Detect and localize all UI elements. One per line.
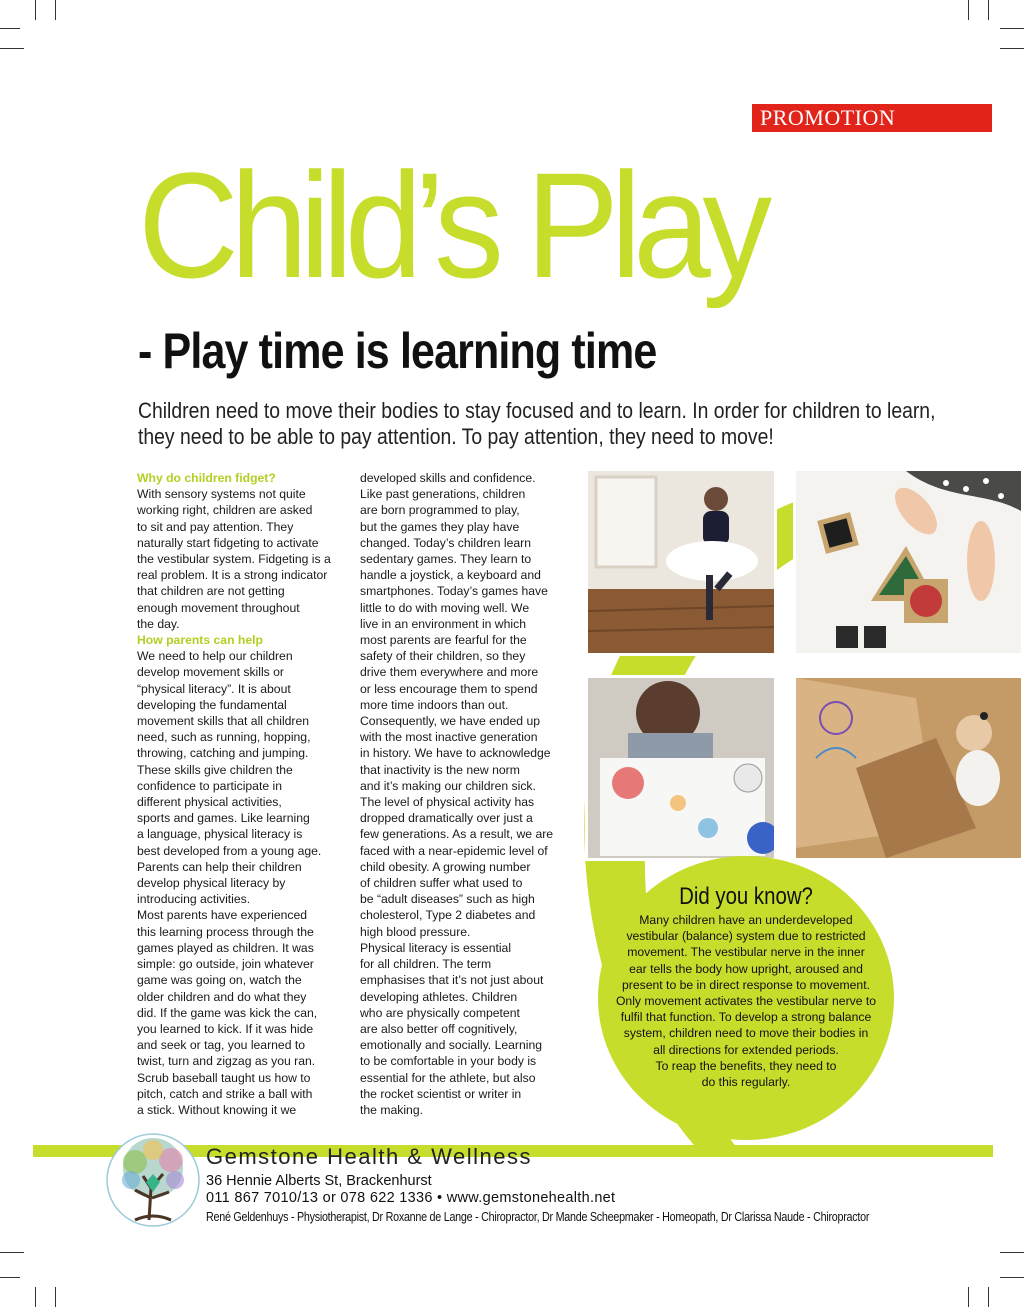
text-line: The level of physical activity has: [360, 795, 535, 810]
text-line: are born programmed to play,: [360, 503, 520, 518]
text-line: developed skills and confidence.: [360, 471, 536, 485]
text-line: “physical literacy”. It is about: [137, 681, 291, 696]
did-you-know-title: Did you know?: [679, 883, 813, 910]
staff-list: René Geldenhuys - Physiotherapist, Dr Roxanne de Lange - Chiropractor, Dr Mande Scheepmaker - Homeopath, Dr Clarissa Naude - Chiropractor: [206, 1210, 870, 1224]
photo-girl-dancing: [585, 468, 777, 656]
section-heading: Why do children fidget?: [137, 471, 276, 485]
text-line: To reap the benefits, they need to: [655, 1058, 837, 1073]
promotion-badge: PROMOTION: [752, 104, 992, 132]
text-line: to be comfortable in your body is: [360, 1054, 537, 1069]
text-line: or less encourage them to spend: [360, 681, 538, 696]
text-line: games played as children. It was: [137, 940, 314, 955]
text-line: that children are not getting: [137, 584, 285, 599]
crop-mark: [1000, 1252, 1024, 1253]
did-you-know-box: [600, 884, 892, 1090]
text-line: with the most inactive generation: [360, 730, 538, 745]
text-line: Only movement activates the vestibular nerve to: [615, 994, 877, 1009]
section-paragraph: [137, 486, 352, 632]
crop-mark: [1000, 48, 1024, 49]
text-line: ear tells the body how upright, aroused and: [629, 961, 863, 976]
text-line: did. If the game was kick the can,: [137, 1005, 318, 1020]
text-line: safety of their children, so they: [360, 649, 526, 664]
text-line: working right, children are asked: [137, 503, 313, 518]
text-line: live in an environment in which: [360, 616, 526, 631]
text-line: develop movement skills or: [137, 665, 284, 680]
text-line: emotionally and socially. Learning: [360, 1038, 543, 1053]
text-line: throwing, catching and jumping.: [137, 746, 309, 761]
text-line: this learning process through the: [137, 924, 314, 939]
text-line: Consequently, we have ended up: [360, 714, 541, 729]
text-line: movement. The vestibular nerve in the inner: [627, 945, 865, 960]
text-line: enough movement throughout: [137, 600, 300, 615]
text-line: Many children have an underdeveloped: [639, 913, 853, 927]
text-line: We need to help our children: [137, 649, 293, 664]
text-line: who are physically competent: [360, 1005, 520, 1020]
text-line: essential for the athlete, but also: [360, 1070, 536, 1085]
text-line: the making.: [360, 1102, 424, 1117]
text-line: need, such as running, hopping,: [137, 730, 311, 745]
text-line: system, children need to move their bodies in: [623, 1026, 869, 1041]
text-line: sedentary games. They learn to: [360, 552, 532, 567]
text-line: smartphones. Today’s games have: [360, 584, 548, 599]
crop-mark: [35, 1287, 36, 1307]
text-line: high blood pressure.: [360, 924, 471, 939]
tree-logo-icon: [105, 1132, 201, 1228]
text-line: few generations. As a result, we are: [360, 827, 554, 842]
text-line: developing the fundamental: [137, 697, 287, 712]
text-line: cholesterol, Type 2 diabetes and: [360, 908, 536, 923]
text-line: most parents are fearful for the: [360, 633, 527, 648]
text-line: changed. Today’s children learn: [360, 535, 531, 550]
text-line: emphasises that it’s not just about: [360, 973, 544, 988]
text-line: do this regularly.: [701, 1075, 791, 1090]
photo-painting-table: [585, 675, 777, 861]
photo-stamp-blocks: [793, 468, 1024, 656]
text-line: fulfil that function. To develop a strong balance: [620, 1010, 872, 1025]
text-line: dropped dramatically over just a: [360, 811, 533, 826]
crop-mark: [968, 0, 969, 20]
text-line: you learned to kick. If it was hide: [137, 1021, 314, 1036]
page-title: Child’s Play: [138, 141, 764, 309]
text-line: Like past generations, children: [360, 487, 526, 502]
crop-mark: [1000, 28, 1024, 29]
text-line: all directions for extended periods.: [653, 1042, 839, 1057]
text-line: twist, turn and zigzag as you ran.: [137, 1054, 316, 1069]
text-line: Scrub baseball taught us how to: [137, 1070, 311, 1085]
crop-mark: [0, 28, 20, 29]
text-line: vestibular (balance) system due to restricted: [626, 929, 866, 944]
text-line: Parents can help their children: [137, 859, 302, 874]
crop-mark: [0, 1277, 20, 1278]
text-line: handle a joystick, a keyboard and: [360, 568, 541, 583]
intro-paragraph: [138, 398, 936, 450]
text-line: faced with a near-epidemic level of: [360, 843, 548, 858]
photo-cardboard-box: [793, 675, 1024, 861]
text-line: confidence to participate in: [137, 778, 282, 793]
text-line: best developed from a young age.: [137, 843, 322, 858]
text-line: and seek or tag, you learned to: [137, 1038, 306, 1053]
text-line: that inactivity is the new norm: [360, 762, 520, 777]
text-line: With sensory systems not quite: [137, 487, 306, 502]
text-line: for all children. The term: [360, 957, 492, 972]
text-line: in history. We have to acknowledge: [360, 746, 551, 761]
text-line: present to be in direct response to movement.: [622, 977, 870, 992]
crop-mark: [0, 48, 24, 49]
crop-mark: [988, 1287, 989, 1307]
company-contact: 011 867 7010/13 or 078 622 1336 • www.gemstonehealth.net: [206, 1190, 616, 1206]
section-heading: How parents can help: [137, 633, 263, 648]
text-line: be “adult diseases” such as high: [360, 892, 535, 907]
text-line: drive them everywhere and more: [360, 665, 539, 680]
crop-mark: [988, 0, 989, 20]
text-line: to sit and pay attention. They: [137, 519, 294, 534]
text-line: a language, physical literacy is: [137, 827, 303, 842]
text-line: real problem. It is a strong indicator: [137, 568, 328, 583]
text-line: Most parents have experienced: [137, 908, 308, 923]
text-line: different physical activities,: [137, 795, 282, 810]
text-line: develop physical literacy by: [137, 876, 286, 891]
text-line: pitch, catch and strike a ball with: [137, 1086, 313, 1101]
text-line: a stick. Without knowing it we: [137, 1102, 297, 1117]
text-line: the day.: [137, 616, 180, 631]
did-you-know-text: [600, 912, 892, 1090]
text-line: but the games they play have: [360, 519, 520, 534]
crop-mark: [1000, 1277, 1024, 1278]
company-address: 36 Hennie Alberts St, Brackenhurst: [206, 1173, 432, 1189]
crop-mark: [55, 1287, 56, 1307]
intro-line: Children need to move their bodies to stay focused and to learn. In order for children to learn,: [138, 398, 936, 423]
intro-line: they need to be able to pay attention. To pay attention, they need to move!: [138, 424, 774, 449]
text-line: older children and do what they: [137, 989, 307, 1004]
text-line: more time indoors than out.: [360, 697, 509, 712]
text-line: of children suffer what used to: [360, 876, 523, 891]
article-column-2: [360, 470, 572, 1118]
text-line: and it’s making our children sick.: [360, 778, 536, 793]
text-line: the vestibular system. Fidgeting is a: [137, 552, 331, 567]
crop-mark: [35, 0, 36, 20]
text-line: game was going on, watch the: [137, 973, 302, 988]
crop-mark: [0, 1252, 24, 1253]
company-name: Gemstone Health & Wellness: [206, 1144, 532, 1169]
text-line: sports and games. Like learning: [137, 811, 310, 826]
text-line: are also better off cognitively,: [360, 1021, 518, 1036]
crop-mark: [55, 0, 56, 20]
text-line: child obesity. A growing number: [360, 859, 531, 874]
text-line: naturally start fidgeting to activate: [137, 535, 319, 550]
section-paragraph: [137, 648, 352, 1118]
text-line: the rocket scientist or writer in: [360, 1086, 522, 1101]
text-line: simple: go outside, join whatever: [137, 957, 314, 972]
text-line: movement skills that all children: [137, 714, 310, 729]
crop-mark: [968, 1287, 969, 1307]
text-line: introducing activities.: [137, 892, 251, 907]
text-line: Physical literacy is essential: [360, 940, 512, 955]
section-paragraph: [360, 470, 572, 1118]
article-column-1: [137, 470, 352, 1118]
text-line: These skills give children the: [137, 762, 293, 777]
text-line: little to do with moving well. We: [360, 600, 530, 615]
page-subtitle: - Play time is learning time: [138, 323, 657, 379]
text-line: developing athletes. Children: [360, 989, 518, 1004]
